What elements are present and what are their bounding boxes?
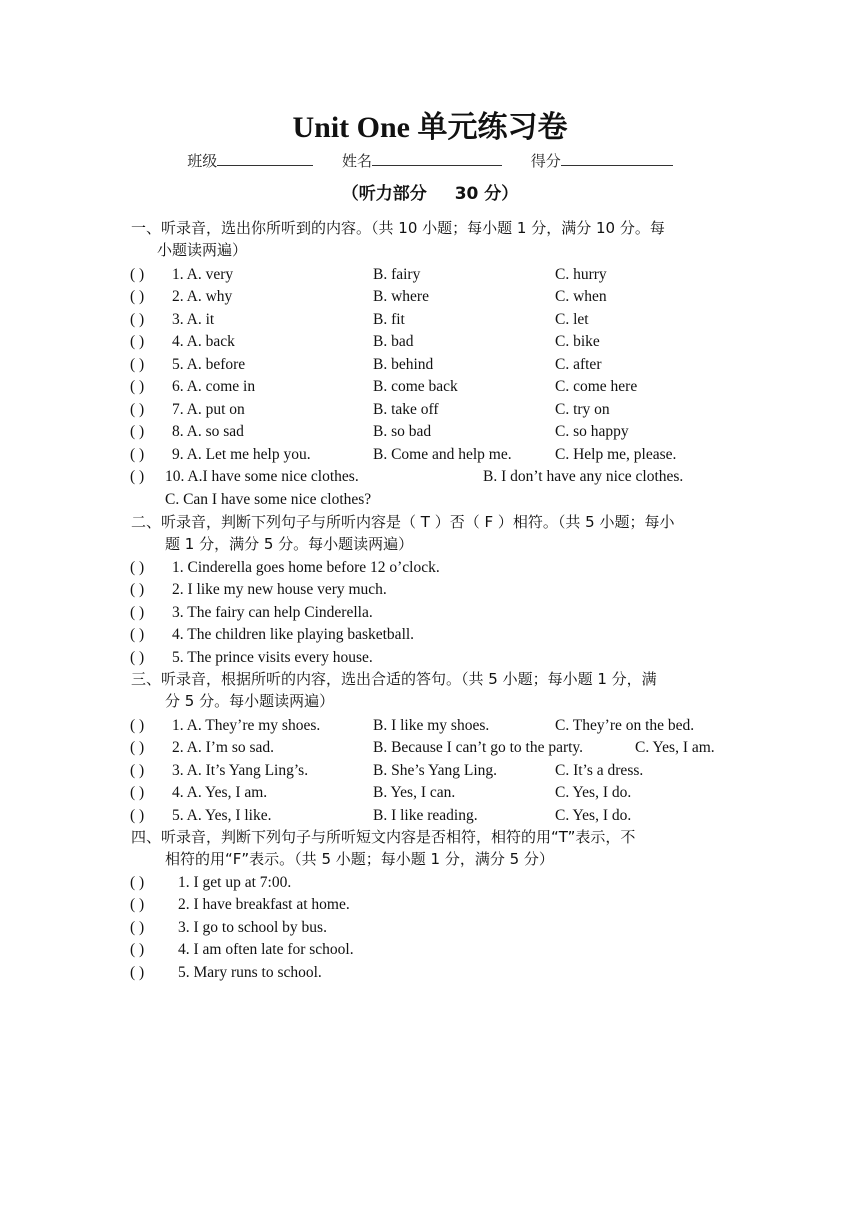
option-c: C. hurry (555, 266, 607, 283)
option-b: B. behind (373, 356, 434, 373)
question-row (130, 331, 740, 353)
option-b: B. fairy (373, 266, 421, 283)
answer-blank[interactable]: ( ) (130, 333, 145, 350)
question-row (130, 466, 740, 488)
question-row (130, 309, 740, 331)
page-title: Unit One 单元练习卷 (292, 111, 568, 144)
answer-blank[interactable]: ( ) (130, 581, 145, 598)
part-heading (0, 181, 860, 207)
question-row (130, 376, 740, 398)
statement-text: 2. I have breakfast at home. (178, 896, 350, 913)
answer-blank[interactable]: ( ) (130, 919, 145, 936)
option-b: B. take off (373, 401, 439, 418)
statement-text: 2. I like my new house very much. (172, 581, 387, 598)
answer-blank[interactable]: ( ) (130, 604, 145, 621)
answer-blank[interactable]: ( ) (130, 356, 145, 373)
option-a: 6. A. come in (172, 378, 256, 395)
question-row (130, 444, 740, 466)
section-1-heading-line2: 小题读两遍） (157, 241, 248, 259)
option-b: B. fit (373, 311, 405, 328)
answer-blank[interactable]: ( ) (130, 311, 145, 328)
statement-row (130, 579, 740, 601)
question-row (130, 264, 740, 286)
statement-text: 1. Cinderella goes home before 12 o’clock. (172, 559, 440, 576)
section-4-heading-line1: 四、听录音，判断下列句子与所听短文内容是否相符，相符的用“T”表示，不 (131, 828, 636, 846)
answer-blank[interactable]: ( ) (130, 964, 145, 981)
statement-row (130, 872, 740, 894)
option-b: B. come back (373, 378, 458, 395)
statement-text: 1. I get up at 7:00. (178, 874, 292, 891)
option-b: B. bad (373, 333, 414, 350)
question-row (130, 760, 740, 782)
statement-text: 3. The fairy can help Cinderella. (172, 604, 373, 621)
answer-blank[interactable]: ( ) (130, 401, 145, 418)
option-a: 4. A. Yes, I am. (172, 784, 268, 801)
section-4-heading (131, 826, 731, 870)
option-c: C. bike (555, 333, 600, 350)
option-a: 1. A. They’re my shoes. (172, 717, 321, 734)
answer-blank[interactable]: ( ) (130, 423, 145, 440)
score-field (531, 150, 673, 172)
section-2-heading-line2: 题 1 分，满分 5 分。每小题读两遍） (165, 535, 414, 553)
statement-row (130, 962, 740, 984)
answer-blank[interactable]: ( ) (130, 266, 145, 283)
option-a: 2. A. I’m so sad. (172, 739, 275, 756)
option-c: C. Yes, I do. (555, 784, 632, 801)
option-c: C. so happy (555, 423, 629, 440)
option-b: B. I like reading. (373, 807, 478, 824)
option-a: 2. A. why (172, 288, 233, 305)
section-2-heading-line1: 二、听录音，判断下列句子与所听内容是（ T ）否（ F ）相符。（共 5 小题；每小 (131, 513, 675, 531)
option-b: B. I don’t have any nice clothes. (483, 468, 684, 485)
part-label: （听力部分 (341, 184, 427, 204)
statement-text: 5. Mary runs to school. (178, 964, 322, 981)
option-c: C. It’s a dress. (555, 762, 644, 779)
option-a: 1. A. very (172, 266, 234, 283)
option-a: 10. A.I have some nice clothes. (165, 468, 359, 485)
answer-blank[interactable]: ( ) (130, 468, 145, 485)
statement-row (130, 602, 740, 624)
question-row (130, 421, 740, 443)
question-row (130, 286, 740, 308)
statement-row (130, 624, 740, 646)
option-c: C. They’re on the bed. (555, 717, 695, 734)
class-field (187, 150, 313, 172)
option-c: C. let (555, 311, 589, 328)
question-row (130, 737, 740, 759)
answer-blank[interactable]: ( ) (130, 626, 145, 643)
answer-blank[interactable]: ( ) (130, 717, 145, 734)
option-c: C. Yes, I do. (555, 807, 632, 824)
statement-row (130, 647, 740, 669)
option-b: B. Come and help me. (373, 446, 512, 463)
part-score: 30 分） (454, 184, 519, 204)
answer-blank[interactable]: ( ) (130, 559, 145, 576)
option-c: C. Help me, please. (555, 446, 677, 463)
answer-blank[interactable]: ( ) (130, 446, 145, 463)
option-c: C. try on (555, 401, 610, 418)
section-1-heading-line1: 一、听录音，选出你所听到的内容。（共 10 小题；每小题 1 分，满分 10 分。每 (131, 219, 665, 237)
option-c: C. after (555, 356, 602, 373)
question-row (130, 399, 740, 421)
option-c: C. Yes, I am. (635, 739, 715, 756)
option-c: C. when (555, 288, 607, 305)
question-row (130, 805, 740, 827)
option-b: B. Yes, I can. (373, 784, 456, 801)
option-a: 3. A. It’s Yang Ling’s. (172, 762, 309, 779)
section-4-heading-line2: 相符的用“F”表示。（共 5 小题；每小题 1 分，满分 5 分） (165, 850, 554, 868)
option-a: 5. A. Yes, I like. (172, 807, 272, 824)
question-row (130, 354, 740, 376)
class-label: 班级 (187, 152, 218, 170)
section-1-heading (131, 217, 731, 261)
option-a: 7. A. put on (172, 401, 245, 418)
option-c: C. come here (555, 378, 638, 395)
score-label: 得分 (530, 152, 561, 170)
statement-row (130, 894, 740, 916)
answer-blank[interactable]: ( ) (130, 941, 145, 958)
statement-text: 3. I go to school by bus. (178, 919, 327, 936)
answer-blank[interactable]: ( ) (130, 784, 145, 801)
option-a: 5. A. before (172, 356, 246, 373)
answer-blank[interactable]: ( ) (130, 649, 145, 666)
answer-blank[interactable]: ( ) (130, 378, 145, 395)
answer-blank[interactable]: ( ) (130, 288, 145, 305)
option-b: B. I like my shoes. (373, 717, 490, 734)
name-label: 姓名 (341, 152, 372, 170)
student-info-line (0, 150, 860, 172)
option-b: B. Because I can’t go to the party. (373, 739, 584, 756)
option-a: 8. A. so sad (172, 423, 244, 440)
question-row (130, 715, 740, 737)
answer-blank[interactable]: ( ) (130, 739, 145, 756)
section-2-heading (131, 511, 731, 555)
statement-row (130, 917, 740, 939)
answer-blank[interactable]: ( ) (130, 762, 145, 779)
option-c: C. Can I have some nice clothes? (165, 491, 372, 508)
answer-blank[interactable]: ( ) (130, 807, 145, 824)
option-b: B. so bad (373, 423, 432, 440)
score-blank[interactable] (561, 150, 673, 166)
name-field (342, 150, 502, 172)
statement-text: 5. The prince visits every house. (172, 649, 373, 666)
section-3-heading-line2: 分 5 分。每小题读两遍） (165, 692, 335, 710)
question-row (130, 782, 740, 804)
option-a: 3. A. it (172, 311, 215, 328)
section-3-heading-line1: 三、听录音，根据所听的内容，选出合适的答句。（共 5 小题；每小题 1 分，满 (131, 670, 657, 688)
statement-row (130, 557, 740, 579)
option-b: B. where (373, 288, 429, 305)
class-blank[interactable] (217, 150, 313, 166)
option-a: 9. A. Let me help you. (172, 446, 311, 463)
section-3-heading (131, 668, 731, 712)
statement-text: 4. I am often late for school. (178, 941, 354, 958)
answer-blank[interactable]: ( ) (130, 896, 145, 913)
option-b: B. She’s Yang Ling. (373, 762, 498, 779)
name-blank[interactable] (372, 150, 502, 166)
option-a: 4. A. back (172, 333, 235, 350)
statement-text: 4. The children like playing basketball. (172, 626, 415, 643)
statement-row (130, 939, 740, 961)
answer-blank[interactable]: ( ) (130, 874, 145, 891)
